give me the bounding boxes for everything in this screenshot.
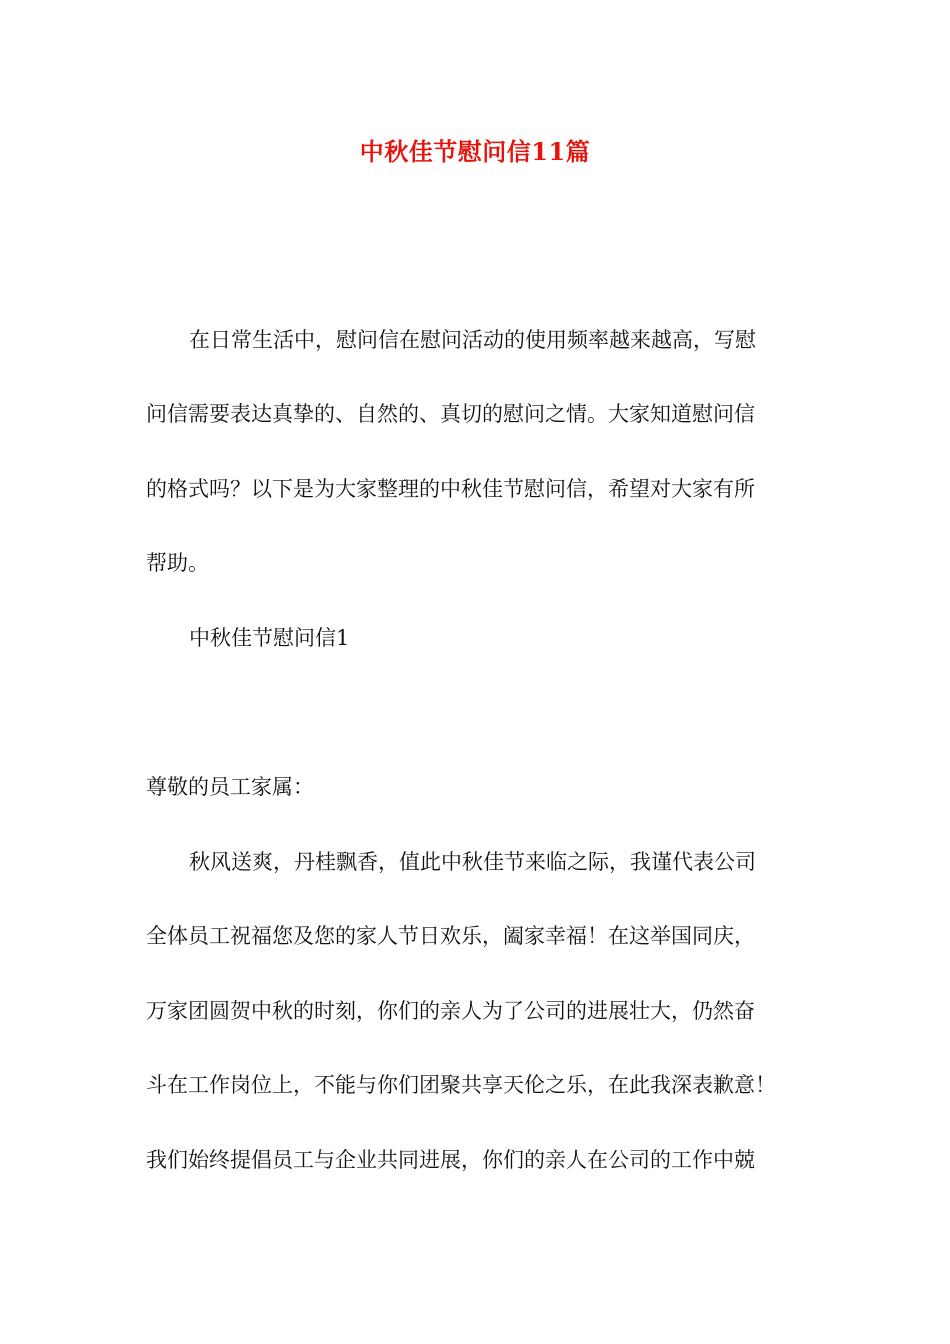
body-line-5: 我们始终提倡员工与企业共同进展，你们的亲人在公司的工作中兢 (146, 1148, 755, 1172)
body-line-2: 全体员工祝福您及您的家人节日欢乐，阖家幸福！在这举国同庆， (146, 924, 755, 948)
document-title: 中秋佳节慰问信11篇 (359, 137, 591, 166)
salutation: 尊敬的员工家属： (146, 775, 314, 799)
section-heading: 中秋佳节慰问信1 (189, 626, 350, 650)
intro-line-2: 问信需要表达真挚的、自然的、真切的慰问之情。大家知道慰问信 (146, 402, 755, 426)
body-line-3: 万家团圆贺中秋的时刻，你们的亲人为了公司的进展壮大，仍然奋 (146, 999, 755, 1023)
body-line-1: 秋风送爽，丹桂飘香，值此中秋佳节来临之际，我谨代表公司 (189, 850, 756, 874)
intro-line-4: 帮助。 (146, 551, 209, 575)
intro-line-3: 的格式吗？以下是为大家整理的中秋佳节慰问信，希望对大家有所 (146, 477, 755, 501)
intro-line-1: 在日常生活中，慰问信在慰问活动的使用频率越来越高，写慰 (189, 328, 756, 352)
body-line-4: 斗在工作岗位上，不能与你们团聚共享天伦之乐，在此我深表歉意！ (146, 1073, 776, 1097)
